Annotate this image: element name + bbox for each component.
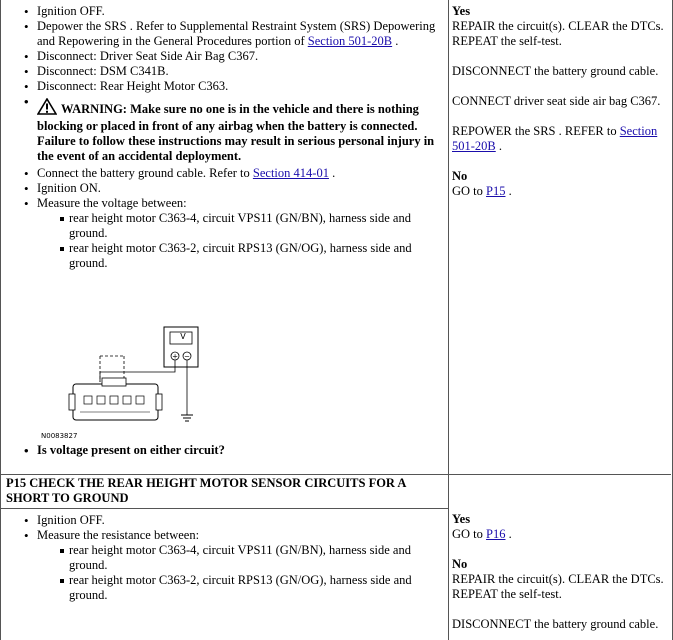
result-no: No (452, 557, 468, 571)
measure-point: rear height motor C363-4, circuit VPS11 (GN/BN), harness side and ground. (0, 211, 446, 241)
result-yes: Yes (452, 512, 471, 526)
step-disconnect-c363: • Disconnect: Rear Height Motor C363. (0, 79, 446, 94)
warning-note: • WARNING: Make sure no one is in the vehicle and there is nothing blocking or placed in front of any airbag when the battery is connected. Failure to follow these instructions may result in serious personal injury in the event of an accidental deployment. (0, 94, 446, 166)
step-depower-srs: • Depower the SRS . Refer to Supplemental Restraint System (SRS) Depowering and Repowering in the General Procedures portion of Section 501-20B . (0, 19, 446, 49)
step-connect-ground: • Connect the battery ground cable. Refer to Section 414-01 . (0, 166, 446, 181)
column-divider (448, 0, 449, 640)
result-disconnect: DISCONNECT the battery ground cable. (452, 617, 659, 631)
link-p15[interactable]: P15 (486, 184, 506, 198)
result-connect: CONNECT driver seat side air bag C367. (452, 94, 661, 108)
row-divider (0, 474, 671, 475)
measure-point: rear height motor C363-2, circuit RPS13 (GN/OG), harness side and ground. (0, 241, 446, 271)
step2-instructions (0, 513, 446, 603)
link-section-501-20b[interactable]: Section 501-20B (307, 34, 393, 48)
warning-icon (37, 98, 57, 119)
measure-point: rear height motor C363-2, circuit RPS13 (GN/OG), harness side and ground. (0, 573, 446, 603)
meter-label: V (180, 332, 186, 341)
step2-results (452, 512, 668, 632)
step-results (452, 4, 668, 199)
header-divider (0, 508, 448, 509)
result-yes-action: GO to P16 . (452, 527, 512, 541)
link-section-414-01[interactable]: Section 414-01 (252, 166, 329, 180)
result-no-action: GO to P15 . (452, 184, 512, 198)
step2-measure-resistance: • Measure the resistance between: rear height motor C363-4, circuit VPS11 (GN/BN), harness side and ground. rear height motor C363-2, circuit RPS13 (GN/OG), harness side and ground. (0, 528, 446, 603)
svg-text:+: + (172, 352, 178, 361)
result-no-action: REPAIR the circuit(s). CLEAR the DTCs. REPEAT the self-test. (452, 572, 664, 601)
step-disconnect-c341b: • Disconnect: DSM C341B. (0, 64, 446, 79)
connector-figure (40, 322, 240, 432)
result-disconnect: DISCONNECT the battery ground cable. (452, 64, 659, 78)
measure-point: rear height motor C363-4, circuit VPS11 (GN/BN), harness side and ground. (0, 543, 446, 573)
svg-text:−: − (184, 352, 190, 361)
step-measure-voltage: • Measure the voltage between: rear height motor C363-4, circuit VPS11 (GN/BN), harness side and ground. rear height motor C363-2, circuit RPS13 (GN/OG), harness side and ground. (0, 196, 446, 271)
step-ignition-on: • Ignition ON. (0, 181, 446, 196)
question-block (0, 443, 446, 458)
link-section-501-20b[interactable]: Section 501-20B (452, 124, 658, 153)
step2-ignition-off: • Ignition OFF. (0, 513, 446, 528)
voltage-question: • Is voltage present on either circuit? (0, 443, 446, 458)
step-ignition-off: • Ignition OFF. (0, 4, 446, 19)
voltmeter-diagram (40, 322, 240, 444)
result-repower: REPOWER the SRS . REFER to Section 501-20B . (452, 124, 658, 153)
step-instructions (0, 4, 446, 271)
link-p16[interactable]: P16 (486, 527, 506, 541)
step-title: P15 CHECK THE REAR HEIGHT MOTOR SENSOR CIRCUITS FOR A SHORT TO GROUND (6, 476, 406, 505)
result-yes-action: REPAIR the circuit(s). CLEAR the DTCs. REPEAT the self-test. (452, 19, 664, 48)
step-disconnect-c367: • Disconnect: Driver Seat Side Air Bag C367. (0, 49, 446, 64)
result-yes: Yes (452, 4, 471, 18)
result-no: No (452, 169, 468, 183)
figure-code: N0083827 (41, 432, 78, 440)
